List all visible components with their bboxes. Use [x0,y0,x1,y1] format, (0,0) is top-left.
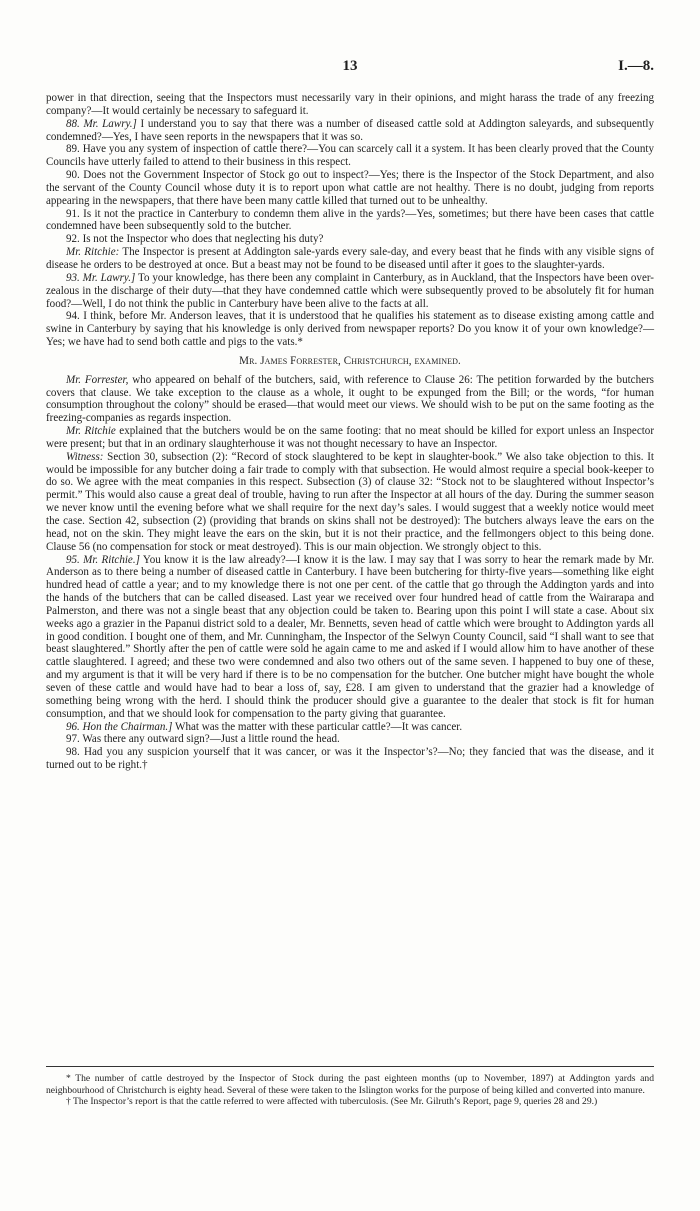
paragraph: 97. Was there any outward sign?—Just a little round the head. [66,733,340,746]
paragraph: 90. Does not the Government Inspector of Stock go out to inspect?—Yes; there is the Inspector of the Stock Department, and also the servant of the County Council whose duty it is to report upon what cattle are not healthy. There is no doubt, judging from reports appearing in the newspapers, that there have been many cattle killed that turned out to be unhealthy. [46,169,654,207]
paragraph: 95. Mr. Ritchie.] You know it is the law already?—I know it is the law. I may say that I was sorry to hear the remark made by Mr. Anderson as to there being a number of diseased cattle in Canterbury. I have been butchering for thirty-five years—something like eight hundred head of cattle a year; and to my knowledge there is not one per cent. of the cattle that go through the Addington yards and into the hands of the butchers that can be called diseased. Last year we received over four hundred head of cattle from the Wairarapa and Palmerston, and there was not a single beast that any objection could be taken to. Bearing upon this point I will state a case. About six weeks ago a grazier in the Papanui district sold to a dealer, Mr. Bennetts, seven head of cattle which were brought to Addington yards all in good condition. I bought one of them, and Mr. Cunningham, the Inspector of the Selwyn County Council, said “I shall want to see that beast slaughtered.” Shortly after the pen of cattle were sold he again came to me and asked if I would allow him to have another of these cattle slaughtered. I agreed; and these two were condemned and also two others out of the same seven. I happened to buy one of these, and my argument is that it will be very hard if there is to be no compensation for the butcher. One butcher might have bought the whole seven of these cattle and would have had to bear a loss of, say, £28. I am given to understand that the grazier had a knowledge of something being wrong with the herd. I should think the producer should give a guarantee to the dealer that stock is fit for human consumption, and that we should look for compensation to the party giving that guarantee. [46,553,655,720]
footnote-divider [46,1066,654,1067]
speaker: Mr. Forrester, [66,373,129,386]
speaker: 88. Mr. Lawry.] [66,117,137,130]
footnote: * The number of cattle destroyed by the Inspector of Stock during the past eighteen months (up to November, 1897) at Addington yards and neighbourhood of Christchurch is eighty head. Several of these were taken to the Islington works for the purpose of being killed and converted into manure. [46,1073,654,1096]
paragraph: Mr. Ritchie explained that the butchers would be on the same footing: that no meat should be killed for export unless an Inspector were present; but that in an ordinary slaughterhouse it was not thought necessary to have an Inspector. [46,425,654,450]
speaker: Mr. Ritchie: [66,246,120,259]
speaker: 93. Mr. Lawry.] [66,271,136,284]
speaker: 95. Mr. Ritchie.] [66,553,140,566]
paragraph: 98. Had you any suspicion yourself that it was cancer, or was it the Inspector’s?—No; they fancied that was the disease, and it turned out to be right.† [46,746,654,772]
paragraph: 88. Mr. Lawry.] I understand you to say that there was a number of diseased cattle sold at Addington saleyards, and subsequently condemned?—Yes, I have seen reports in the newspapers that it was so. [46,117,654,143]
footnotes [46,1073,654,1108]
paragraph: 92. Is not the Inspector who does that neglecting his duty? [66,233,324,246]
paragraph: 93. Mr. Lawry.] To your knowledge, has there been any complaint in Canterbury, as in Auckland, that the Inspectors have been over-zealous in the discharge of their duty—that they have condemned cattle which were subsequently proved to be absolutely fit for human food?—Well, I do not think the public in Canterbury have been alive to the facts at all. [46,271,654,310]
page-number: 13 [342,58,358,74]
paragraph: 96. Hon the Chairman.] What was the matter with these particular cattle?—It was cancer. [66,720,463,733]
paragraph: 89. Have you any system of inspection of cattle there?—You can scarcely call it a system. It has been clearly proved that the County Councils have utterly failed to attend to their business in this respect. [46,143,654,169]
page-header [0,58,700,78]
paragraph: 94. I think, before Mr. Anderson leaves, that it is understood that he qualifies his statement as to disease existing among cattle and swine in Canterbury by saying that his knowledge is only derived from newspaper reports? Do you know it of your own knowledge?—Yes; we have had to send both cattle and pigs to the vats.* [46,310,654,349]
speaker: Witness: [66,450,104,463]
speaker: 96. Hon the Chairman.] [66,720,173,733]
body-text [46,92,654,772]
paragraph: power in that direction, seeing that the Inspectors must necessarily vary in their opinions, and might harass the trade of any freezing company?—It would certainly be necessary to safeguard it. [46,92,654,117]
paragraph: Mr. Ritchie: The Inspector is present at Addington sale-yards every sale-day, and every beast that he finds with any visible signs of disease he orders to be destroyed at once. But a beast may not be found to be diseased until after it goes to the slaughter-yards. [46,246,655,271]
paragraph: Witness: Section 30, subsection (2): “Record of stock slaughtered to be kept in slaughter-book.” We also take objection to this. It would be impossible for any butcher doing a fair trade to comply with that subsection. He would almost require a special book-keeper to do so. We agree with the meat companies in this respect. Subsection (3) of clause 32: “Stock not to be slaughtered without Inspector’s permit.” This would also cause a great deal of trouble, having to run after the Inspector at all hours of the day. During the summer season we never know until the evening before what we shall require for the next day’s sales. I would suggest that a weekly notice would meet the case. Section 42, subsection (2) (providing that brands on skins shall not be destroyed): The butchers always leave the ears on the head, not on the skin. They might leave the ears on the skin, but it is not their practice, and the fellmongers object to this being done. Clause 56 (no compensation for stock or meat destroyed). This is our main objection. We strongly object to this. [46,450,654,553]
speaker: Mr. Ritchie [66,425,116,438]
footnote: † The Inspector’s report is that the cattle referred to were affected with tuberculosis. (See Mr. Gilruth’s Report, page 9, queries 28 and 29.) [66,1096,598,1108]
paragraph: Mr. Forrester, who appeared on behalf of the butchers, said, with reference to Clause 26: The petition forwarded by the butchers covers that clause. We take exception to the clause as a whole, it ought to be expunged from the Bill; or the words, “for human consumption throughout the colony” should be erased—that would meet our views. We should wish to be put on the same footing as the freezing-companies as regards inspection. [46,373,654,425]
witness-heading: Mr. James Forrester, Christchurch, examined. [239,354,461,367]
paragraph: 91. Is it not the practice in Canterbury to condemn them alive in the yards?—Yes, sometimes; but there have been cases that cattle condemned have been subsequently sold to the butcher. [46,207,654,233]
document-reference: I.—8. [618,58,654,74]
